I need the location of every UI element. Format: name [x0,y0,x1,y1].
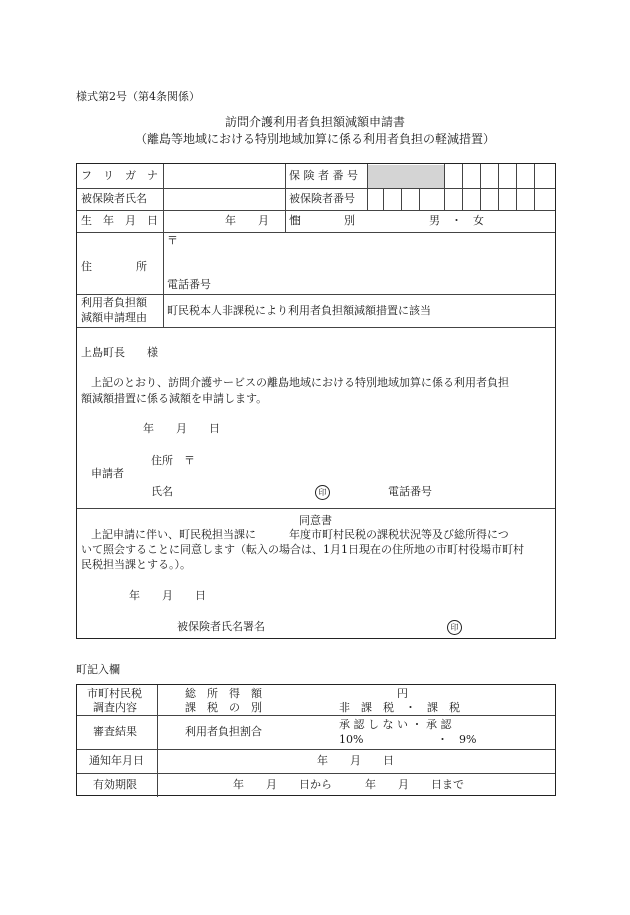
address-label: 住 所 [81,260,147,273]
furigana-field[interactable] [164,165,285,188]
application-body-line1: 上記のとおり、訪問介護サービスの離島地域における特別地域加算に係る利用者負担 [91,376,509,389]
birth-date-value[interactable]: 年 月 日 [225,214,302,227]
rate-9-option[interactable]: ・ 9% [437,733,477,746]
reason-label-line2: 減額申請理由 [81,311,147,324]
consent-line3: 民税担当課とする。）。 [81,558,191,571]
town-section-label: 町記入欄 [76,663,120,676]
tax-label-line1: 市町村民税 [87,687,142,700]
signature-seal-icon [447,620,462,635]
furigana-label: フ リ ガ ナ [81,169,158,182]
application-form [76,163,556,639]
validity-label: 有効期限 [93,778,137,791]
form-number: 様式第2号（第4条関係） [76,90,200,103]
sex-options[interactable]: 男 ・ 女 [429,214,484,227]
tax-category-label: 課 税 の 別 [185,701,262,714]
document-title: 訪問介護利用者負担額減額申請書 [224,115,405,129]
tax-category-options[interactable]: 非 課 税 ・ 課 税 [339,701,460,714]
insured-name-field[interactable] [164,189,285,210]
insurer-number-label: 保 険 者 番 号 [289,169,358,182]
sex-label: 性 別 [289,214,355,227]
applicant-phone-label: 電話番号 [388,485,432,498]
birth-date-label: 生 年 月 日 [81,214,158,227]
application-date[interactable]: 年 月 日 [143,422,220,435]
tax-label-line2: 調査内容 [93,701,137,714]
notice-date-label: 通知年月日 [89,754,144,767]
signature-label: 被保険者氏名署名 [177,620,265,633]
insured-number-label: 被保険者番号 [289,192,355,205]
consent-line1: 上記申請に伴い、町民税担当課に 年度市町村民税の課税状況等及び総所得につ [91,528,509,541]
consent-date[interactable]: 年 月 日 [129,589,206,602]
income-label: 総 所 得 額 [185,687,262,700]
insured-name-label: 被保険者氏名 [81,192,147,205]
seal-mark: 印 [447,620,462,635]
reason-label-line1: 利用者負担額 [81,296,147,309]
document-subtitle: （離島等地域における特別地域加算に係る利用者負担の軽減措置） [134,132,495,146]
rate-10-option[interactable]: 10% [339,733,364,746]
consent-line2: いて照会することに同意します（転入の場合は、1月1日現在の住所地の市町村役場市町村 [81,543,524,556]
phone-label: 電話番号 [167,278,211,291]
approval-options[interactable]: 承 認 し な い ・ 承 認 [339,718,452,731]
application-body-line2: 額減額措置に係る減額を申請します。 [81,392,268,405]
burden-ratio-label: 利用者負担割合 [185,725,262,738]
town-entry-table [76,684,556,796]
applicant-name-label: 氏名 [151,485,173,498]
addressee: 上島町長 様 [81,346,158,359]
applicant-address-label: 住所 〒 [151,454,195,467]
applicant-seal-icon [315,485,330,500]
applicant-label: 申請者 [91,467,124,480]
income-unit: 円 [397,687,408,700]
consent-heading: 同意書 [299,514,332,527]
reason-value: 町民税本人非課税により利用者負担額減額措置に該当 [167,304,431,317]
seal-mark: 印 [315,485,330,500]
validity-value[interactable]: 年 月 日から 年 月 日まで [233,778,464,791]
postal-mark: 〒 [167,234,178,247]
notice-date-value[interactable]: 年 月 日 [317,754,394,767]
review-label: 審査結果 [93,725,137,738]
